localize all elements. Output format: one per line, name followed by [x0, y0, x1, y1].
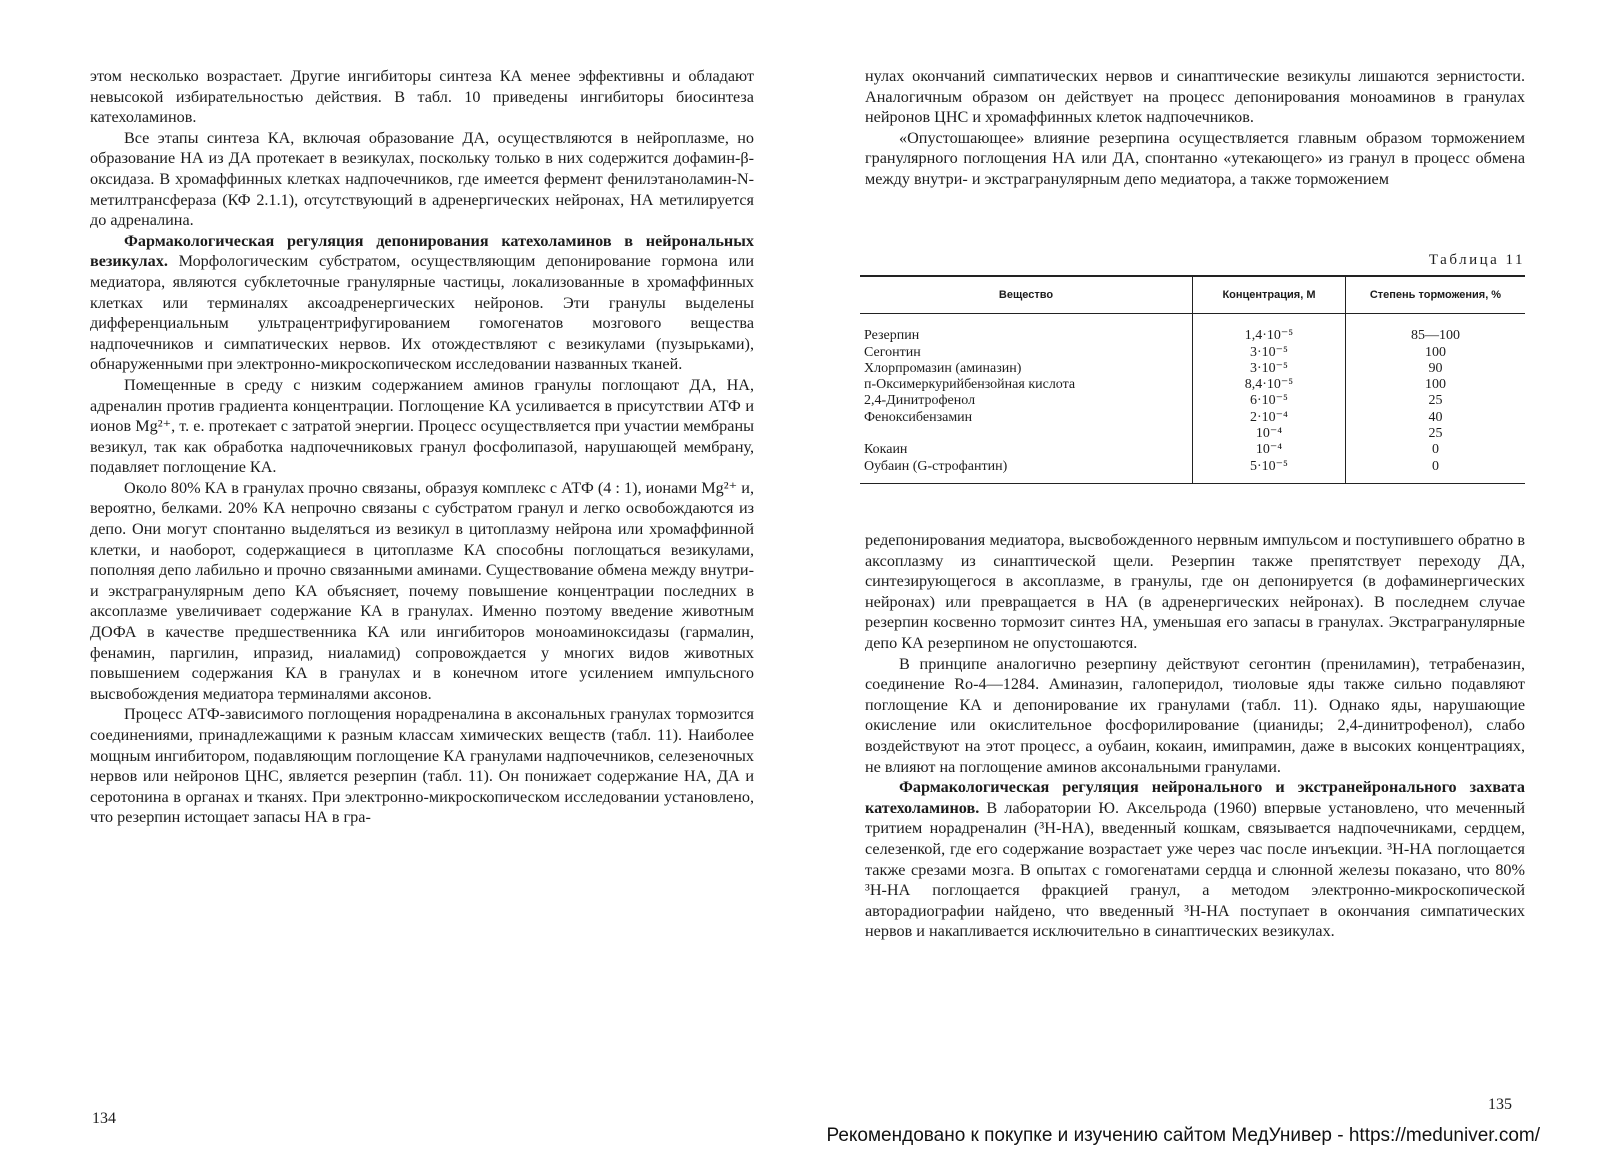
- data-table: [860, 275, 1525, 484]
- table-cell: 10⁻⁴: [1193, 442, 1346, 458]
- table-header: Вещество: [860, 276, 1193, 314]
- right-paragraph: редепонирования медиатора, высвобожденного нервным импульсом и поступившего обратно в аксоплазму из синаптической щели. Резерпин также препятствует переходу ДА, синтезирующегося в аксоплазме, в гранулы, где он депонируется (в дофаминергических нейронах) или превращается в НА (в адренергических нейронах). В последнем случае резерпин косвенно тормозит синтез НА, уменьшая его запасы в гранулах. Экстрагранулярные депо КА резерпином не опустошаются.: [865, 531, 1525, 652]
- table-cell: Оубаин (G-строфантин): [860, 459, 1193, 484]
- table-header: Концентрация, М: [1193, 276, 1346, 314]
- paragraph-body: Морфологическим субстратом, осуществляющим депонирование гормона или медиатора, являются субклеточные гранулярные частицы, локализованные в хромаффинных клетках или терминалях аксоадренергических нейронов. Эти гранулы выделены дифференциальным ультрацентрифугированием гомогенатов мозгового вещества надпочечников и симпатических нервов. Их отождествляют с везикулами (пузырьками), обнаруженными при электронно-микроскопическом исследовании названных тканей.: [90, 252, 754, 374]
- right-paragraph: В принципе аналогично резерпину действуют сегонтин (прениламин), тетрабеназин, соединение Ro-4—1284. Аминазин, галоперидол, тиоловые яды также сильно подавляют поглощение КА и депонирование их гранулами (табл. 11). Однако яды, нарушающие окисление или окислительное фосфорилирование (цианиды; 2,4-динитрофенол), слабо воздействуют на этот процесс, а оубаин, кокаин, имипрамин, даже в высоких концентрациях, не влияют на поглощение аминов аксональными гранулами.: [865, 654, 1525, 776]
- page-number-right: 135: [1488, 1096, 1512, 1113]
- table-cell: 0: [1345, 442, 1525, 458]
- section-heading: Фармакологическая регуляция нейронального и экстранейронального захвата катехоламинов.: [865, 778, 1525, 817]
- table-cell: 100: [1345, 377, 1525, 393]
- table-row: [860, 314, 1525, 345]
- table-cell: Резерпин: [864, 328, 920, 344]
- table-row: [860, 361, 1525, 377]
- page-number-left: 134: [92, 1110, 116, 1127]
- table-row: [860, 345, 1525, 361]
- left-paragraph: Процесс АТФ-зависимого поглощения норадреналина в аксональных гранулах тормозится соединениями, принадлежащими к разным классам химических веществ (табл. 11). Наиболее мощным ингибитором, подавляющим поглощение КА гранулами надпочечников, селезеночных нервов или нейронов ЦНС, является резерпин (табл. 11). Он понижает содержание НА, ДА и серотонина в органах и тканях. При электронно-микроскопическом исследовании установлено, что резерпин истощает запасы НА в гра-: [90, 705, 754, 827]
- right-paragraph: «Опустошающее» влияние резерпина осуществляется главным образом торможением гранулярного поглощения НА или ДА, спонтанно «утекающего» из гранул в процесс обмена между внутри- и экстрагранулярным депо медиатора, а также торможением: [865, 128, 1525, 188]
- left-paragraph: Помещенные в среду с низким содержанием аминов гранулы поглощают ДА, НА, адреналин против градиента концентрации. Поглощение КА усиливается в присутствии АТФ и ионов Mg²⁺, т. е. протекает с затратой энергии. Процесс осуществляется при участии мембраны везикул, так как обработка надпочечниковых гранул фосфолипазой, нарушающей мембрану, подавляет поглощение КА.: [90, 375, 754, 477]
- table-row: [860, 393, 1525, 409]
- table-cell: 25: [1345, 393, 1525, 409]
- table-row: [860, 426, 1525, 442]
- table-cell: Феноксибензамин: [864, 409, 973, 425]
- table-header: Степень торможения, %: [1345, 276, 1525, 314]
- section-heading: Фармакологическая регуляция депонирования катехоламинов в нейрональных везикулах.: [90, 231, 754, 271]
- left-paragraph: Все этапы синтеза КА, включая образование ДА, осуществляются в нейроплазме, но образование НА из ДА протекает в везикулах, поскольку только в них содержится дофамин-β-оксидаза. В хромаффинных клетках надпочечников, где имеется фермент фенилэтаноламин-N-метилтрансфераза (КФ 2.1.1), отсутствующий в адренергических нейронах, НА метилируется до адреналина.: [90, 128, 754, 230]
- table-row: [860, 377, 1525, 393]
- left-page-text: [90, 66, 754, 828]
- table-cell: 3·10⁻⁵: [1193, 345, 1346, 361]
- table-cell: п-Оксимеркурийбензойная кислота: [864, 377, 1076, 393]
- table-cell: 100: [1345, 345, 1525, 361]
- table-cell: Хлорпромазин (аминазин): [864, 360, 1022, 376]
- table-cell: 10⁻⁴: [1193, 426, 1346, 442]
- table-cell: Кокаин: [864, 442, 908, 458]
- table-cell: 2·10⁻⁴: [1193, 410, 1346, 426]
- table-cell: 90: [1345, 361, 1525, 377]
- paragraph-body: В лаборатории Ю. Аксельрода (1960) впервые установлено, что меченный тритием норадреналин (³Н-НА), введенный кошкам, связывается надпочечниками, сердцем, селезенкой, где его содержание возрастает уже через час после инъекции. ³Н-НА поглощается также срезами мозга. В опытах с гомогенатами сердца и слюнной железы показано, что 80% ³Н-НА поглощается фракцией гранул, а методом электронно-микроскопической авторадиографии найдено, что введенный ³Н-НА поступает в окончания симпатических нервов и накапливается исключительно в синаптических везикулах.: [865, 798, 1525, 941]
- table-cell: 3·10⁻⁵: [1193, 361, 1346, 377]
- table-cell: [860, 426, 1193, 442]
- table-cell: 40: [1345, 410, 1525, 426]
- table-cell: Сегонтин: [864, 344, 921, 360]
- table-row: [860, 442, 1525, 458]
- left-paragraph: Около 80% КА в гранулах прочно связаны, образуя комплекс с АТФ (4 : 1), ионами Mg²⁺ и, вероятно, белками. 20% КА непрочно связаны с субстратом гранул и легко освобождаются из депо. Они могут спонтанно выделяться из везикул в цитоплазму нейрона или хромаффинной клетки, и наоборот, содержащиеся в цитоплазме КА способны поглощаться везикулами, пополняя депо лабильно и прочно связанными аминами. Существование обмена между внутри- и экстрагранулярным депо КА объясняет, почему повышение концентрации последних в аксоплазме увеличивает содержание КА в гранулах. Именно поэтому введение животным ДОФА в качестве предшественника КА или ингибиторов моноаминоксидазы (гармалин, фенамин, паргилин, ипразид, ниаламид) сопровождается у многих видов животных повышением содержания КА в гранулах и в конечном итоге усилением импульсного высвобождения медиатора терминалями аксонов.: [90, 478, 754, 703]
- right-paragraph: нулах окончаний симпатических нервов и синаптические везикулы лишаются зернистости. Аналогичным образом он действует на процесс депонирования моноаминов в гранулах нейронов ЦНС и хромаффинных клеток надпочечников.: [865, 67, 1525, 127]
- footer-recommendation-link[interactable]: Рекомендовано к покупке и изучению сайтом МедУнивер - https://meduniver.com/: [826, 1125, 1540, 1146]
- table-row: [860, 410, 1525, 426]
- right-page-text-bottom: [865, 530, 1525, 942]
- right-paragraph: [865, 777, 1525, 942]
- table-row: [860, 459, 1525, 484]
- table-cell: 0: [1345, 459, 1525, 484]
- table-caption: Таблица 11: [1428, 252, 1525, 268]
- table-cell: 1,4·10⁻⁵: [1193, 314, 1346, 345]
- left-paragraph: [90, 231, 754, 375]
- right-page-text-top: [865, 66, 1525, 190]
- table-cell: 5·10⁻⁵: [1193, 459, 1346, 484]
- left-paragraph: этом несколько возрастает. Другие ингибиторы синтеза КА менее эффективны и обладают невысокой избирательностью действия. В табл. 10 приведены ингибиторы биосинтеза катехоламинов.: [90, 67, 754, 127]
- table-cell: 85—100: [1345, 314, 1525, 345]
- table-cell: 25: [1345, 426, 1525, 442]
- table-cell: 2,4-Динитрофенол: [864, 393, 976, 409]
- table-cell: 6·10⁻⁵: [1193, 393, 1346, 409]
- table-cell: 8,4·10⁻⁵: [1193, 377, 1346, 393]
